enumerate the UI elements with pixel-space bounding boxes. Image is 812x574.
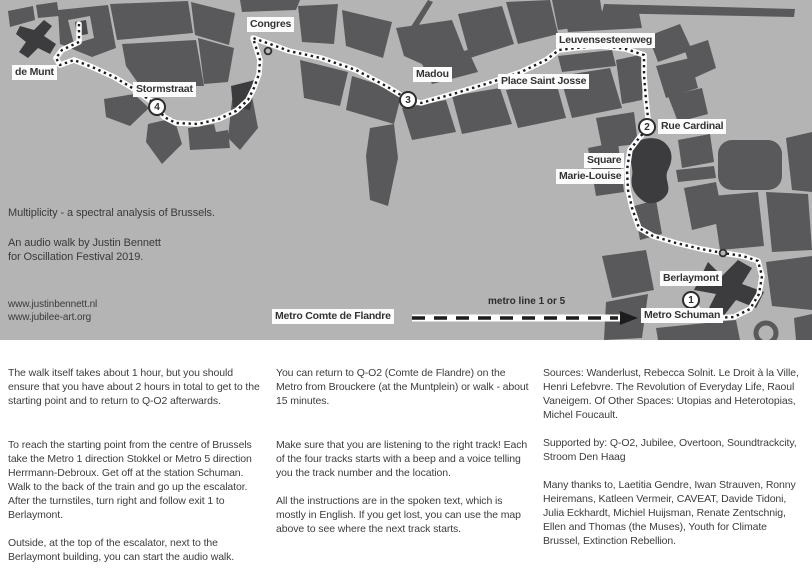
waypoint-1: 1 <box>682 291 700 309</box>
footer-paragraph: The walk itself takes about 1 hour, but you should ensure that you have about 2 hours in total to get to the starting point and to return to Q-O2 afterwards. <box>8 367 260 407</box>
map-label-leuvensesteenweg: Leuvensesteenweg <box>556 33 655 48</box>
website-jubilee: www.jubilee-art.org <box>8 312 92 323</box>
footer-paragraph: Make sure that you are listening to the right track! Each of the four tracks starts with a beep and a voice telling you the track number and the location. <box>276 439 528 479</box>
map-label-metro-comte-de-flandre: Metro Comte de Flandre <box>272 309 394 324</box>
metro-line-caption: metro line 1 or 5 <box>488 296 566 307</box>
footer-text-section <box>0 340 812 574</box>
footer-paragraph: Outside, at the top of the escalator, next to the Berlaymont building, you can start the audio walk. <box>8 537 235 563</box>
map-label-place-saint-josse: Place Saint Josse <box>498 74 589 89</box>
map-label-stormstraat: Stormstraat <box>133 82 196 97</box>
map-label-congres: Congres <box>247 17 294 32</box>
map-label-marie-louise: Marie-Louise <box>556 169 624 184</box>
metro-line-arrow <box>412 311 638 325</box>
footer-paragraph: You can return to Q-O2 (Comte de Flandre) on the Metro from Brouckere (at the Muntplein) or walk - about 15 minutes. <box>276 367 529 407</box>
buildings-layer <box>8 0 812 340</box>
footer-paragraph: All the instructions are in the spoken text, which is mostly in English. If you get lost, you can use the map above to see where the next track starts. <box>276 495 521 535</box>
footer-paragraph: Sources: Wanderlust, Rebecca Solnit. Le Droit à la Ville, Henri Lefebvre. The Revolution of Everyday Life, Raoul Vaneigem. Of Other Spaces: Utopias and Heterotopias, Michel Foucault. <box>543 367 799 421</box>
map-label-madou: Madou <box>413 67 452 82</box>
map-label-square: Square <box>584 153 624 168</box>
footer-paragraph: Supported by: Q-O2, Jubilee, Overtoon, Soundtrackcity, Stroom Den Haag <box>543 437 797 463</box>
website-justinbennett: www.justinbennett.nl <box>8 299 98 310</box>
map-label-de-munt: de Munt <box>12 65 57 80</box>
footer-paragraph: To reach the starting point from the centre of Brussels take the Metro 1 direction Stokkel or Metro 5 direction Herrmann-Debroux. Get off at the station Schuman. Walk to the back of the train and go up the escalator. After the turnstiles, turn right and follow exit 1 to Berlaymont. <box>8 439 252 521</box>
poster-title: Multiplicity - a spectral analysis of Brussels. <box>8 207 215 219</box>
route-junction-marker <box>265 48 272 55</box>
footer-column-practical <box>8 366 264 574</box>
waypoint-3: 3 <box>399 91 417 109</box>
poster-subtitle-line2: for Oscillation Festival 2019. <box>8 251 144 263</box>
roundabout <box>756 323 776 340</box>
footer-column-credits <box>543 366 805 562</box>
route-junction-marker <box>720 250 727 257</box>
footer-column-instructions <box>276 366 534 550</box>
poster-subtitle-line1: An audio walk by Justin Bennett <box>8 237 161 249</box>
footer-paragraph: Many thanks to, Laetitia Gendre, Iwan Strauven, Ronny Heiremans, Katleen Vermeir, CAVEAT, Davide Tidoni, Julia Eckhardt, Michiel Huijsman, Renate Zentschnig, Ellen and Thomas (the Muses), Youth for Climate Brussel, Extinction Rebellion. <box>543 479 796 547</box>
de-munt-building <box>16 20 56 58</box>
map-label-metro-schuman: Metro Schuman <box>641 308 723 323</box>
map-label-berlaymont: Berlaymont <box>660 271 722 286</box>
waypoint-4: 4 <box>148 98 166 116</box>
waypoint-2: 2 <box>638 118 656 136</box>
square-marie-louise-pond <box>630 138 671 203</box>
map-label-rue-cardinal: Rue Cardinal <box>658 119 726 134</box>
